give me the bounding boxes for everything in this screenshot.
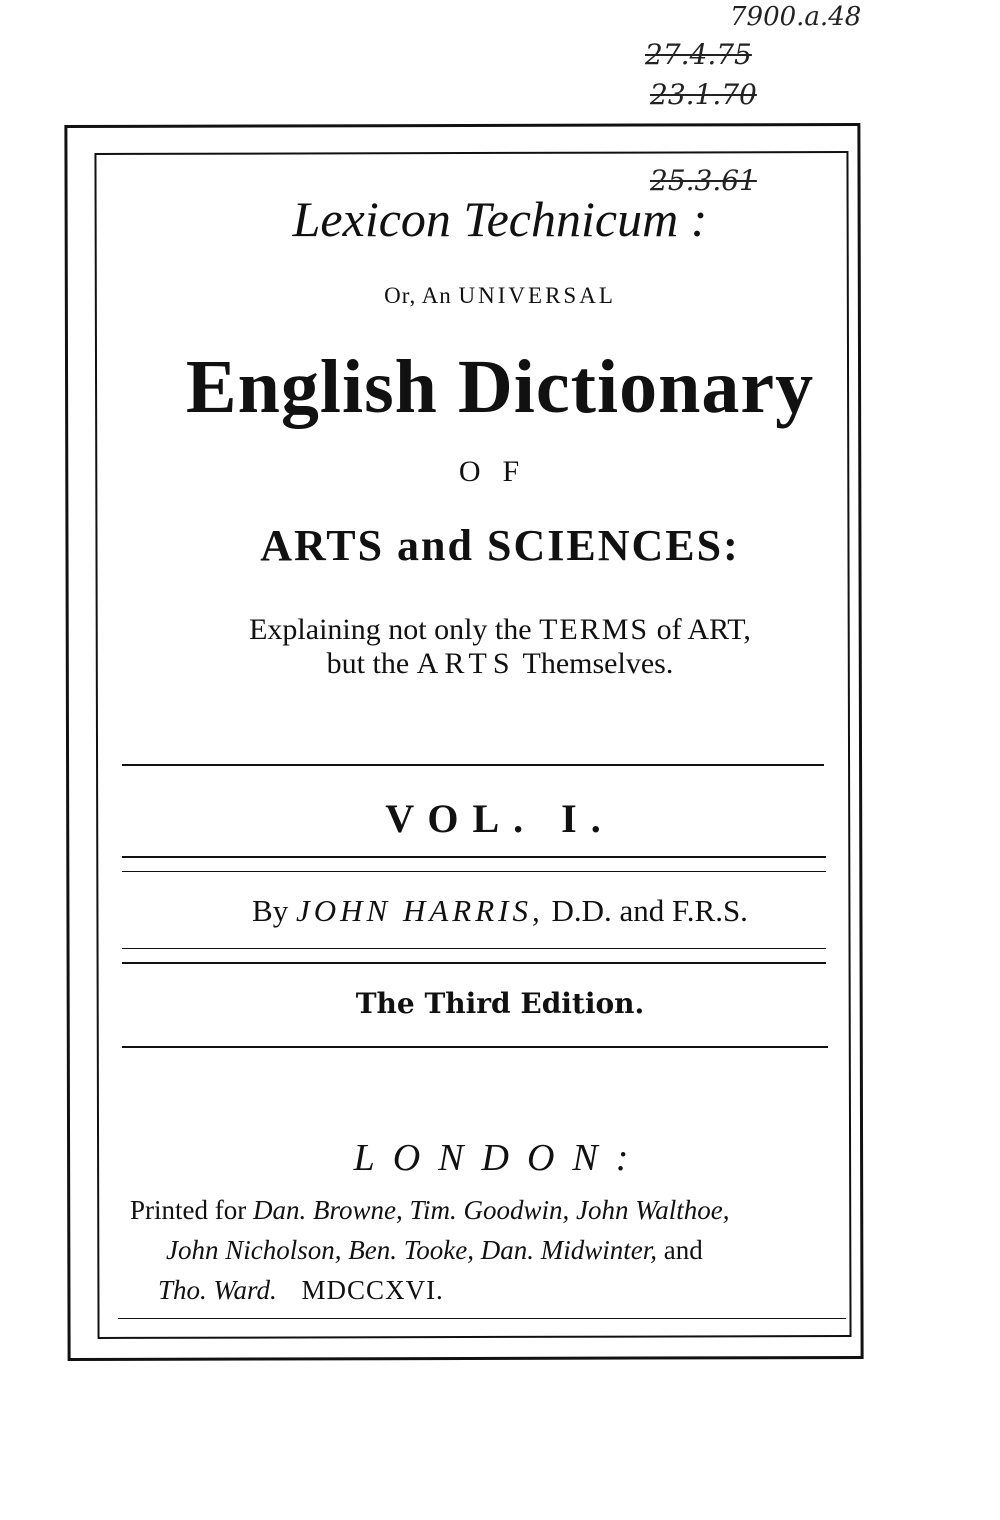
title-explaining	[0, 613, 1000, 681]
explaining-part-2: of ART,	[656, 613, 751, 646]
volume-label: VOL. I.	[385, 796, 615, 841]
rule-below-edition	[122, 1046, 828, 1048]
author-line	[0, 893, 1000, 929]
rule-bottom	[118, 1318, 846, 1319]
imprint-names-2: John Nicholson, Ben. Tooke, Dan. Midwinter,	[166, 1235, 657, 1265]
imprint-names-1: Dan. Browne, Tim. Goodwin, John Walthoe,	[252, 1195, 730, 1225]
explaining-terms: TERMS	[539, 613, 650, 646]
imprint-line-3	[130, 1270, 830, 1310]
title-of: OF	[458, 455, 542, 488]
title-arts-and-sciences: ARTS and SCIENCES:	[260, 521, 740, 570]
shelfmark-line-3: 25.3.61	[650, 164, 757, 197]
imprint-line-2	[130, 1230, 830, 1270]
explaining-arts: ARTS	[416, 647, 516, 680]
rule-above-edition-1	[122, 948, 826, 949]
author-degrees: D.D. and F.R.S.	[551, 893, 748, 928]
explaining-but-the: but the	[326, 647, 410, 680]
imprint-names-3: Tho. Ward.	[158, 1275, 277, 1305]
imprint-block	[130, 1190, 830, 1310]
title-english-dictionary: English Dictionary	[185, 345, 815, 429]
rule-above-volume	[122, 764, 824, 766]
explaining-line-1	[0, 613, 1000, 647]
author-name: JOHN HARRIS,	[295, 893, 544, 928]
rule-above-edition-2	[122, 962, 826, 964]
edition-label: The Third Edition.	[355, 987, 645, 1020]
explaining-themselves: Themselves.	[522, 647, 674, 680]
title-universal: UNIVERSAL	[458, 283, 616, 308]
imprint-city: LONDON:	[353, 1137, 647, 1179]
imprint-printed-for: Printed for	[130, 1195, 247, 1225]
title-or-prefix: Or, An	[384, 283, 452, 308]
rule-below-volume-2	[122, 871, 826, 872]
shelfmark-line-2: 23.1.70	[650, 78, 757, 111]
title-or-universal	[0, 283, 1000, 309]
imprint-line-1	[130, 1190, 830, 1230]
imprint-and: and	[663, 1235, 703, 1265]
author-by: By	[252, 893, 289, 928]
imprint-year: MDCCXVI.	[301, 1275, 444, 1305]
shelfmark-line-1: 27.4.75	[645, 38, 752, 71]
rule-below-volume-1	[122, 856, 826, 858]
explaining-line-2	[0, 647, 1000, 681]
title-lexicon-technicum: Lexicon Technicum :	[292, 191, 708, 247]
explaining-part-1: Explaining not only the	[249, 613, 532, 646]
shelfmark-top: 7900.a.48	[730, 2, 862, 32]
